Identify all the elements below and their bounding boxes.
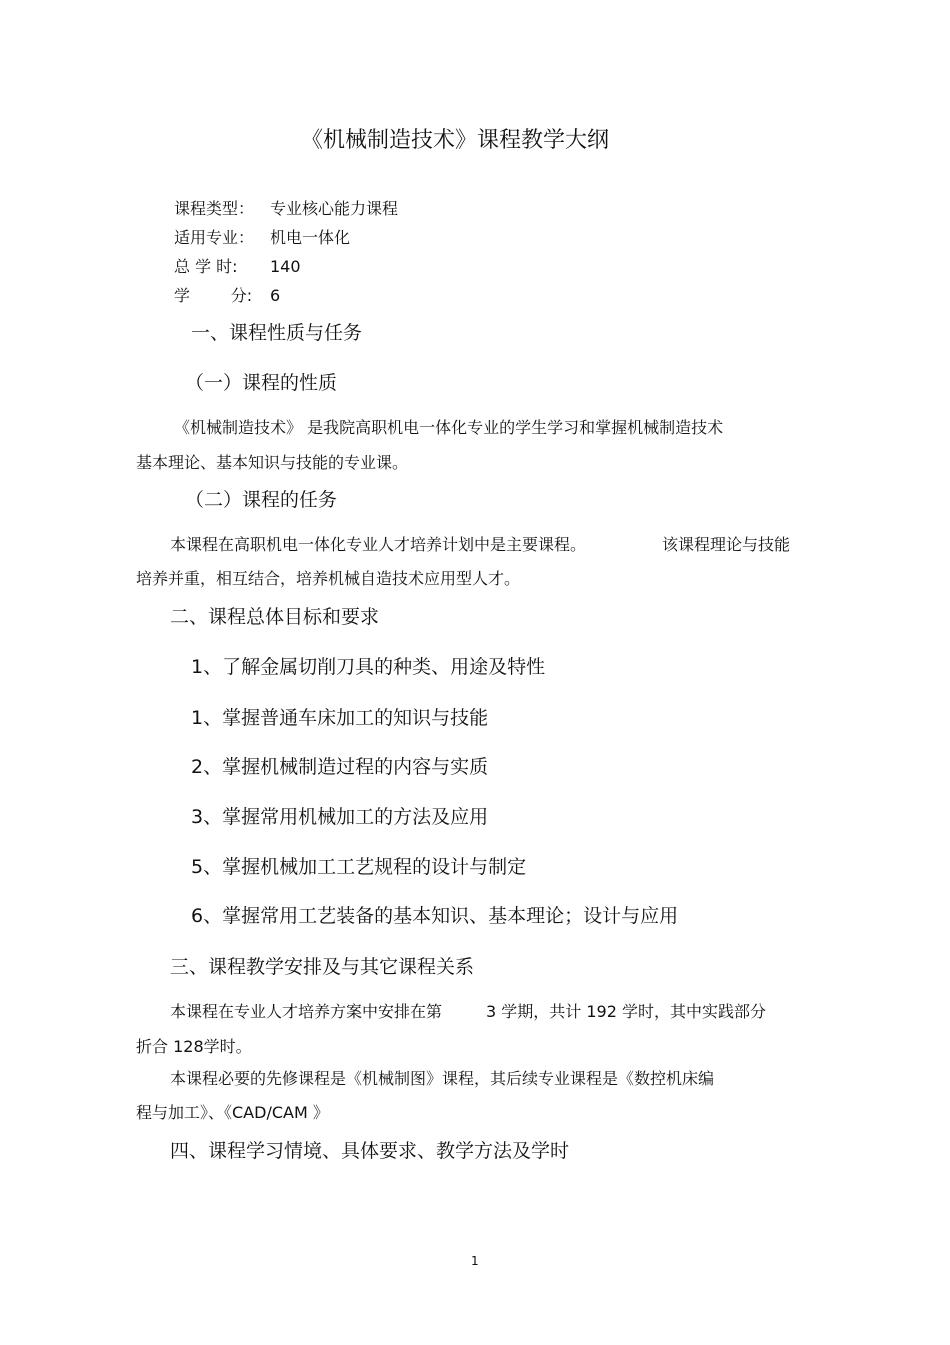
paragraph-line: 本课程在专业人才培养方案中安排在第 <box>170 1002 443 1021</box>
subsection-heading-nature: （一）课程的性质 <box>185 372 338 394</box>
section-heading-3: 三、课程教学安排及与其它课程关系 <box>170 956 475 978</box>
paragraph-line: 折合 128学时。 <box>136 1037 252 1056</box>
section-heading-1: 一、课程性质与任务 <box>191 322 363 344</box>
document-title: 《机械制造技术》课程教学大纲 <box>301 128 610 153</box>
list-item: 5、掌握机械加工工艺规程的设计与制定 <box>191 856 527 878</box>
section-heading-4: 四、课程学习情境、具体要求、教学方法及学时 <box>170 1140 570 1162</box>
credits-label: 学 分: <box>174 286 253 305</box>
paragraph-line: 《机械制造技术》 是我院高职机电一体化专业的学生学习和掌握机械制造技术 <box>174 418 724 437</box>
list-item: 2、掌握机械制造过程的内容与实质 <box>191 756 489 778</box>
paragraph-line: 本课程必要的先修课程是《机械制图》课程，其后续专业课程是《数控机床编 <box>170 1069 715 1088</box>
paragraph-line: 本课程在高职机电一体化专业人才培养计划中是主要课程。 <box>170 535 587 554</box>
credits-value: 6 <box>270 286 281 305</box>
section-heading-2: 二、课程总体目标和要求 <box>170 606 380 628</box>
hours-value: 140 <box>270 257 301 276</box>
paragraph-line: 程与加工》、《CAD/CAM 》 <box>136 1103 329 1122</box>
list-item: 3、掌握常用机械加工的方法及应用 <box>191 806 489 828</box>
paragraph-line: 基本理论、基本知识与技能的专业课。 <box>136 453 409 472</box>
course-type-label: 课程类型： <box>174 199 255 218</box>
paragraph-line: 该课程理论与技能 <box>662 535 791 554</box>
list-item: 1、掌握普通车床加工的知识与技能 <box>191 707 489 729</box>
paragraph-line: 3 学期，共计 192 学时，其中实践部分 <box>486 1002 766 1021</box>
list-item: 6、掌握常用工艺装备的基本知识、基本理论；设计与应用 <box>191 905 679 927</box>
paragraph-line: 培养并重，相互结合，培养机械自造技术应用型人才。 <box>136 569 521 588</box>
major-value: 机电一体化 <box>270 228 351 247</box>
course-type-value: 专业核心能力课程 <box>270 199 399 218</box>
hours-label: 总 学 时: <box>174 257 238 276</box>
list-item: 1、了解金属切削刀具的种类、用途及特性 <box>191 656 546 678</box>
major-label: 适用专业： <box>174 228 255 247</box>
page-number: 1 <box>471 1254 479 1268</box>
subsection-heading-task: （二）课程的任务 <box>185 489 338 511</box>
